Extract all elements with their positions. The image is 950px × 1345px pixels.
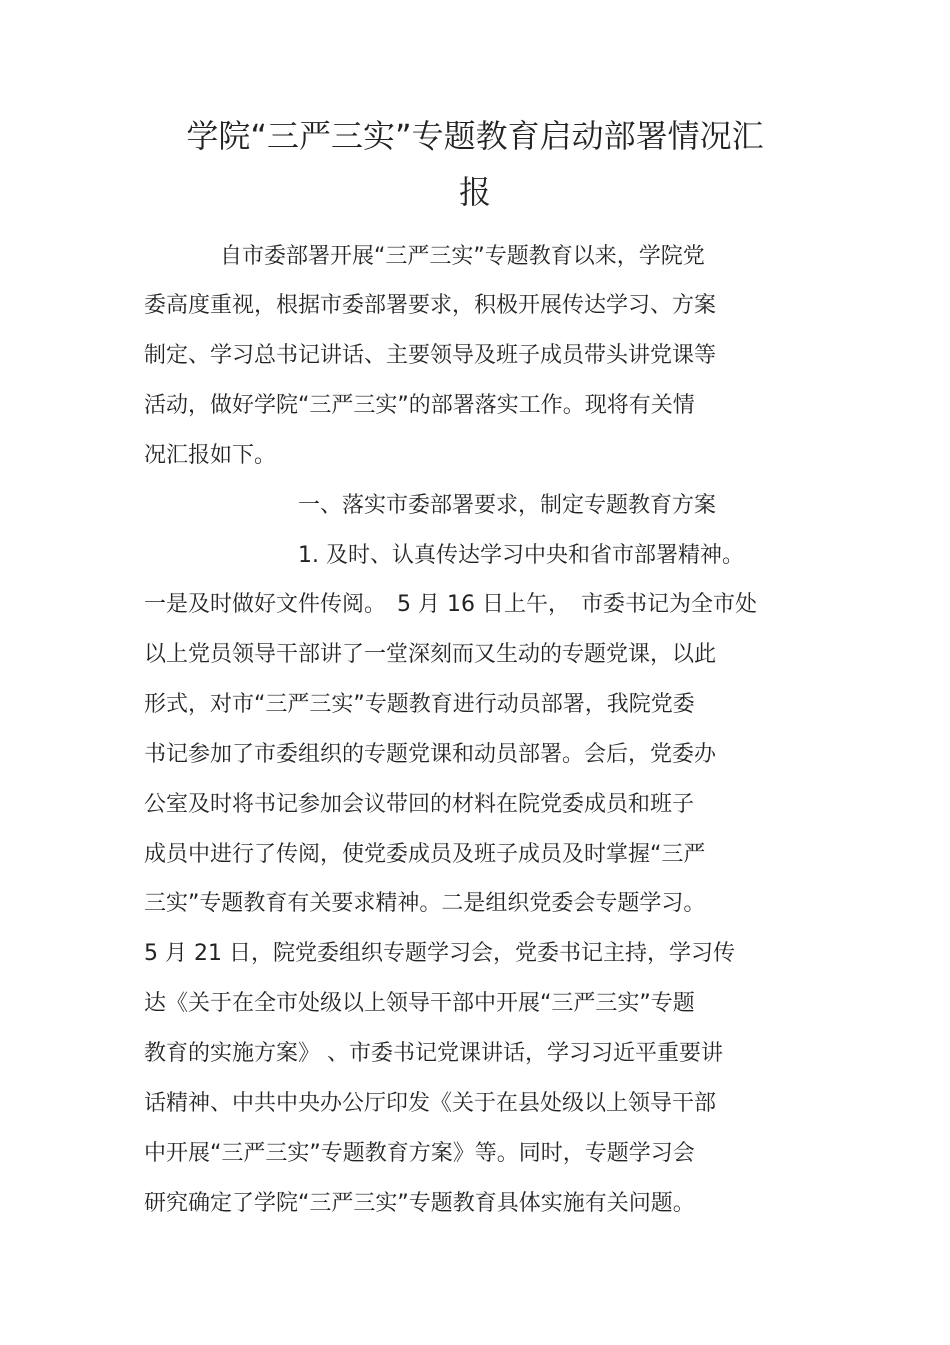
paragraph-line-12: 三实”专题教育有关要求精神。二是组织党委会专题学习。 xyxy=(144,891,706,916)
paragraph-line-4: 活动，做好学院“三严三实”的部署落实工作。现将有关情 xyxy=(144,393,695,418)
paragraph-line-9: 书记参加了市委组织的专题党课和动员部署。会后，党委办 xyxy=(144,742,717,767)
paragraph-line-11: 成员中进行了传阅，使党委成员及班子成员及时掌握“三严 xyxy=(144,842,706,867)
paragraph-line-8: 形式，对市“三严三实”专题教育进行动员部署，我院党委 xyxy=(144,692,695,717)
document-title-line-1: 学院“三严三实”专题教育启动部署情况汇 xyxy=(186,117,764,155)
paragraph-line-5: 况汇报如下。 xyxy=(144,443,277,468)
paragraph-line-16: 话精神、中共中央办公厅印发《关于在县处级以上领导干部 xyxy=(144,1091,717,1116)
paragraph-line-7: 以上党员领导干部讲了一堂深刻而又生动的专题党课，以此 xyxy=(144,642,717,667)
paragraph-line-2: 委高度重视，根据市委部署要求，积极开展传达学习、方案 xyxy=(144,293,717,318)
paragraph-line-10: 公室及时将书记参加会议带回的材料在院党委成员和班子 xyxy=(144,792,695,817)
paragraph-line-13: 5 月 21 日，院党委组织专题学习会，党委书记主持，学习传 xyxy=(144,941,735,966)
paragraph-line-18: 研究确定了学院“三严三实”专题教育具体实施有关问题。 xyxy=(144,1191,695,1216)
section-heading-1: 一、落实市委部署要求，制定专题教育方案 xyxy=(298,493,717,518)
paragraph-line-1: 自市委部署开展“三严三实”专题教育以来，学院党 xyxy=(220,244,705,269)
subsection-heading-1: 1. 及时、认真传达学习中央和省市部署精神。 xyxy=(298,543,744,568)
paragraph-line-14: 达《关于在全市处级以上领导干部中开展“三严三实”专题 xyxy=(144,991,695,1016)
document-title-line-2: 报 xyxy=(458,173,491,211)
paragraph-line-6: 一是及时做好文件传阅。 5 月 16 日上午， 市委书记为全市处 xyxy=(144,592,757,617)
paragraph-line-15: 教育的实施方案》 、市委书记党课讲话，学习习近平重要讲 xyxy=(144,1041,723,1066)
paragraph-line-17: 中开展“三严三实”专题教育方案》等。同时，专题学习会 xyxy=(144,1141,695,1166)
paragraph-line-3: 制定、学习总书记讲话、主要领导及班子成员带头讲党课等 xyxy=(144,343,717,368)
